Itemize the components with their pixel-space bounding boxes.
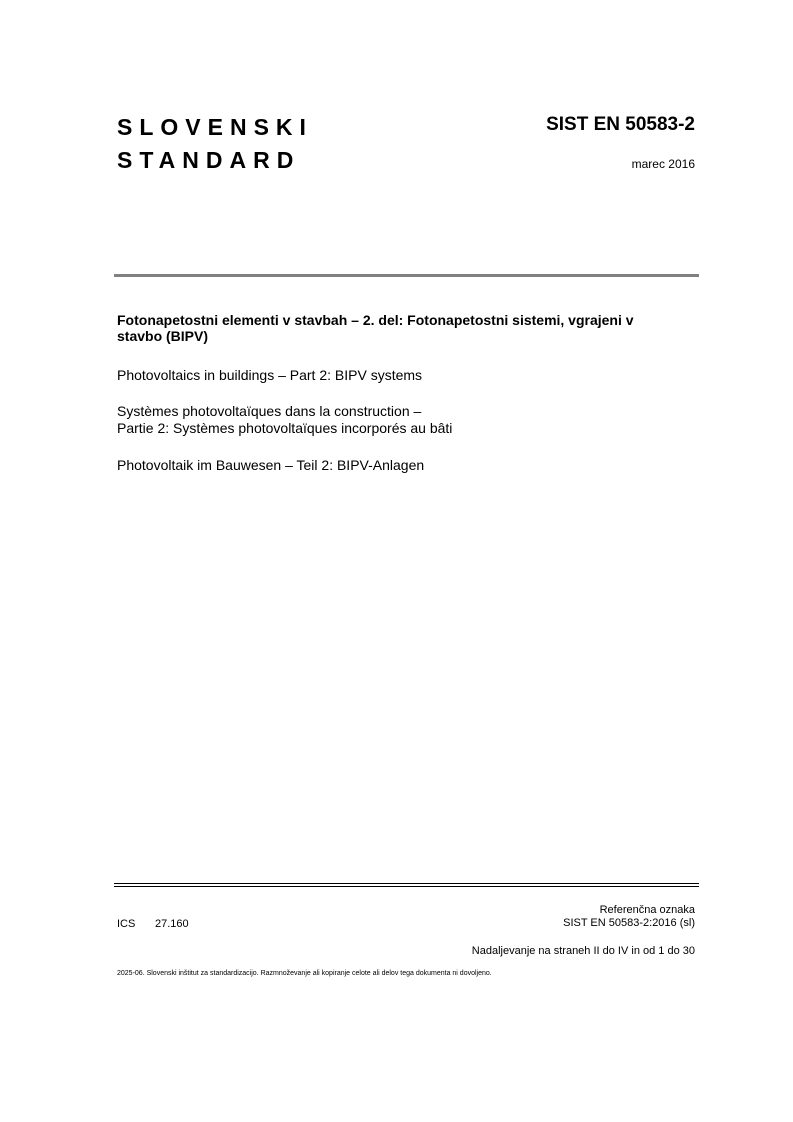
reference-label: Referenčna oznaka — [599, 904, 695, 916]
ics-value: 27.160 — [155, 918, 189, 930]
standard-heading-line-1: SLOVENSKI — [117, 114, 313, 140]
header-divider — [114, 274, 699, 277]
title-french-line-1: Systèmes photovoltaïques dans la construction – — [117, 403, 422, 419]
standard-heading-line-2: STANDARD — [117, 147, 301, 173]
title-german: Photovoltaik im Bauwesen – Teil 2: BIPV-Anlagen — [117, 457, 425, 473]
ics-label: ICS — [117, 918, 136, 930]
reference-value: SIST EN 50583-2:2016 (sl) — [563, 917, 695, 929]
title-slovenian: Fotonapetostni elementi v stavbah – 2. del: Fotonapetostni sistemi, vgrajeni v stavbo (BIPV) — [117, 312, 634, 344]
copyright-notice: 2025-06. Slovenski inštitut za standardizacijo. Razmnoževanje ali kopiranje celote ali delov tega dokumenta ni dovoljeno. — [117, 970, 492, 977]
standard-number: SIST EN 50583-2 — [546, 114, 695, 135]
title-french-line-2: Partie 2: Systèmes photovoltaïques incorporés au bâti — [117, 420, 453, 436]
page-continuation-note: Nadaljevanje na straneh II do IV in od 1 do 30 — [471, 945, 695, 957]
footer-divider-bottom — [114, 886, 699, 887]
title-english: Photovoltaics in buildings – Part 2: BIPV systems — [117, 367, 423, 383]
publication-date: marec 2016 — [631, 157, 695, 171]
footer-divider-top — [114, 883, 699, 884]
